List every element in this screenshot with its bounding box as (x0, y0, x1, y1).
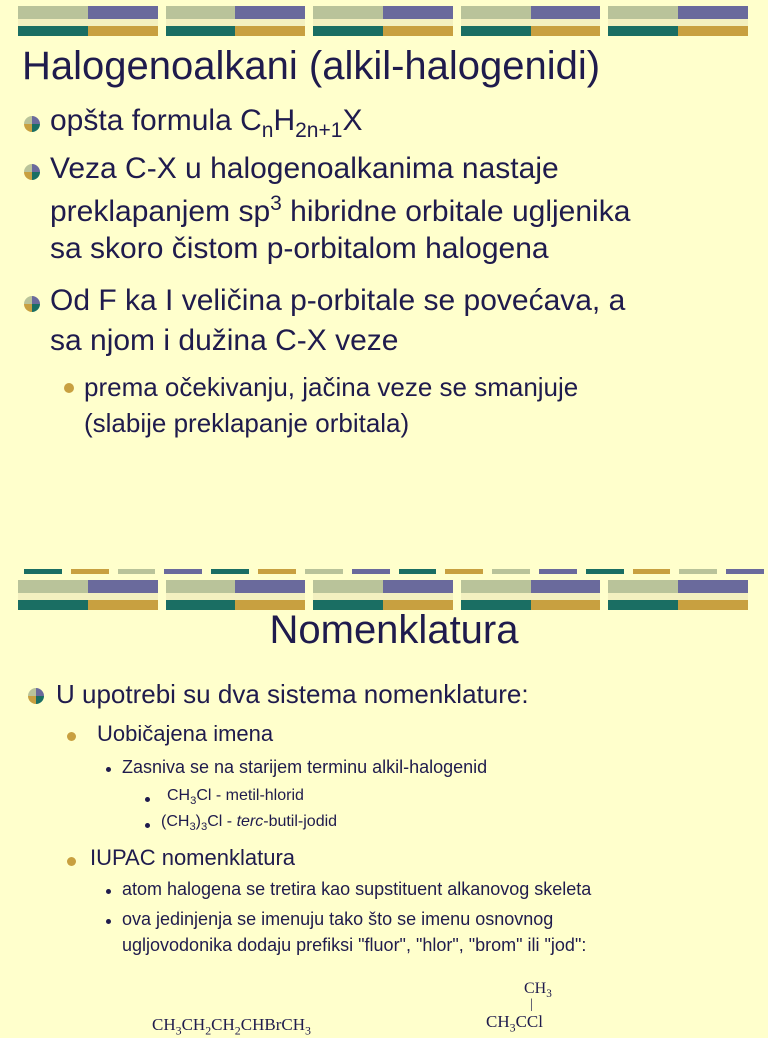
banner-tile (608, 580, 748, 610)
list-dot (106, 767, 111, 772)
example-terc-butil-jodid: $(CH_3)_3Cl$ - terc-butil-jodid (161, 813, 338, 834)
banner-block (531, 580, 601, 593)
list-dot (145, 797, 150, 802)
bullet-bond-line-1: Veza C-X u halogenoalkanima nastaje (50, 152, 559, 185)
list-item-naming-line-2: ugljovodonika dodaju prefiksi "fluor", "hlor", "brom" ili "jod": (122, 935, 587, 955)
chem-right-structure: $CH_3CCl$ (486, 1012, 543, 1035)
bullet-quadrant (36, 688, 44, 696)
list-dot (145, 823, 150, 828)
banner-block (235, 580, 305, 593)
banner-block (461, 593, 531, 600)
banner-block (88, 593, 158, 600)
sub-bullet-common-names: Uobičajena imena (97, 721, 274, 746)
banner-block (88, 580, 158, 593)
bullet-size-line-2: sa njom i dužina C-X veze (50, 324, 399, 357)
sub-bullet-dot (67, 732, 76, 741)
chem-methyl-top: $CH_3$ (524, 980, 552, 1001)
banner-block (166, 593, 236, 600)
banner-tile (461, 580, 601, 610)
bullet-systems: U upotrebi su dva sistema nomenklature: (56, 679, 529, 709)
list-item-basis: Zasniva se na starijem terminu alkil-halogenid (122, 757, 488, 777)
sub-bullet-line-2: (slabije preklapanje orbitala) (84, 408, 410, 438)
example-metil-hlorid: $CH_3Cl$ - metil-hlorid (167, 787, 304, 808)
sub-bullet-dot (67, 857, 76, 866)
bullet-icon (26, 686, 46, 706)
bullet-formula: opšta formula $C_nH_{2n+1}X$ (50, 104, 363, 142)
bullet-quadrant (36, 696, 44, 704)
list-dot (106, 919, 111, 924)
banner-block (678, 593, 748, 600)
banner-block (608, 593, 678, 600)
banner-tile (166, 580, 306, 610)
banner-block (18, 580, 88, 593)
banner-block (461, 580, 531, 593)
banner-block (383, 593, 453, 600)
banner-block (678, 580, 748, 593)
list-item-naming-line-1: ova jedinjenja se imenuju tako što se imenu osnovnog (122, 909, 554, 929)
banner-block (313, 580, 383, 593)
banner-block (235, 593, 305, 600)
bullet-quadrant (28, 688, 36, 696)
sub-bullet-line-1: prema očekivanju, jačina veze se smanjuje (84, 372, 579, 402)
sub-bullet-iupac: IUPAC nomenklatura (90, 845, 296, 870)
banner-block (313, 593, 383, 600)
banner-block (18, 593, 88, 600)
banner-tile (18, 580, 158, 610)
decorative-banner (18, 580, 748, 610)
banner-block (166, 580, 236, 593)
banner-block (531, 593, 601, 600)
bullet-bond-line-2: preklapanjem $sp^3$ hibridne orbitale ugljenika (50, 192, 631, 228)
bullet-size-line-1: Od F ka I veličina p-orbitale se povećava, a (50, 284, 626, 317)
list-dot (106, 889, 111, 894)
chem-bond-bar: | (530, 997, 533, 1012)
bullet-quadrant (28, 696, 36, 704)
list-item-substituent: atom halogena se tretira kao supstituent alkanovog skeleta (122, 879, 592, 899)
banner-block (608, 580, 678, 593)
slide-title: Halogenoalkani (alkil-halogenidi) (22, 44, 601, 88)
bullet-bond-line-3: sa skoro čistom p-orbitalom halogena (50, 232, 549, 265)
chem-left-structure: $CH_3CH_2CH_2CHBrCH_3$ (152, 1015, 311, 1038)
banner-block (383, 580, 453, 593)
slide-title: Nomenklatura (269, 608, 519, 652)
banner-tile (313, 580, 453, 610)
